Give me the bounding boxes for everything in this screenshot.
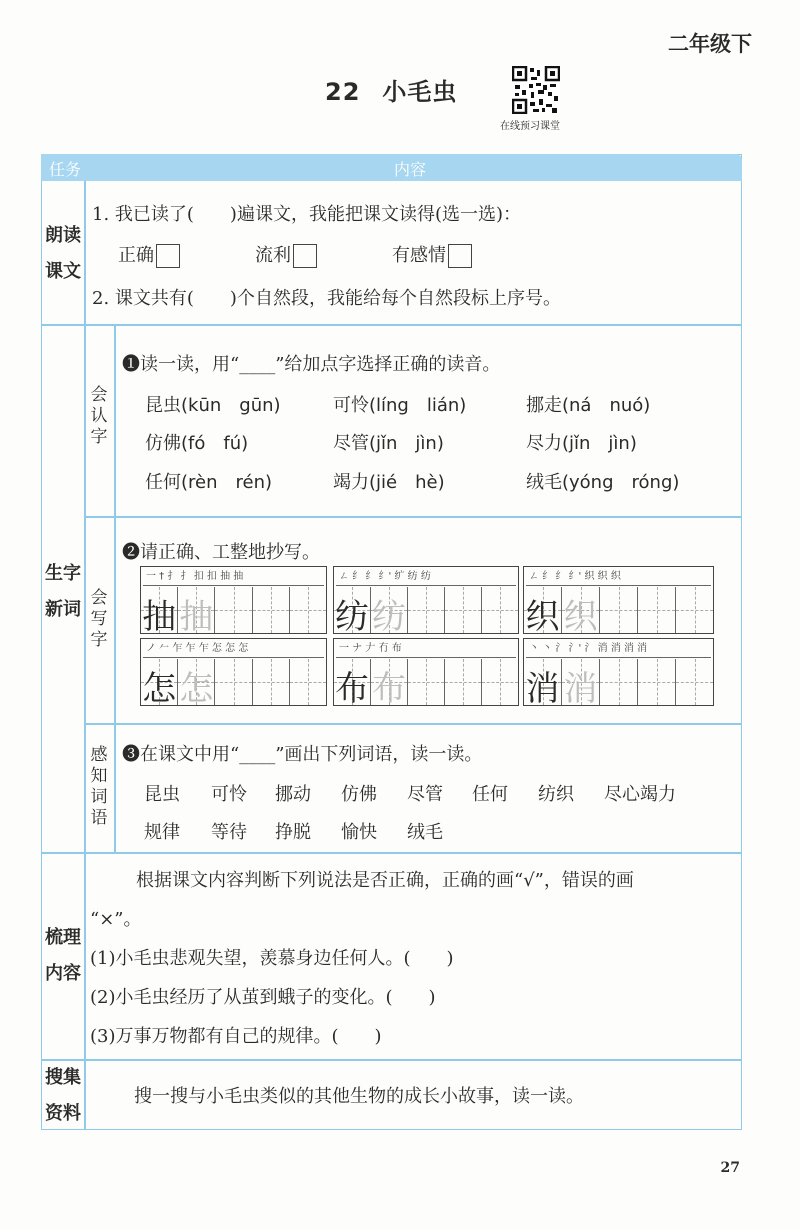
stroke-order: 丶 丶 氵 氵' 氵 消 消 消 消 — [526, 639, 711, 658]
pinyin-item: 昆虫(kūn gūn) — [145, 395, 281, 416]
word-item: 规律 — [144, 822, 180, 843]
writing-cell[interactable] — [141, 659, 178, 709]
trace-char: 怎 — [179, 669, 214, 709]
header-content: 内容 — [394, 160, 427, 179]
trace-char: 纺 — [372, 597, 406, 637]
writing-cell[interactable] — [371, 587, 408, 637]
stroke-order: 一 ナ 𠂇 冇 布 — [336, 639, 516, 658]
read-option-fluent: 流利 — [255, 241, 317, 268]
sub-row-divider — [84, 516, 742, 518]
writing-cell[interactable] — [562, 659, 600, 709]
writing-cell[interactable] — [215, 587, 252, 633]
writing-cell[interactable] — [178, 587, 215, 637]
read-option-expressive: 有感情 — [392, 241, 472, 268]
model-char: 怎 — [142, 669, 177, 709]
task-collect: 搜集 资料 — [45, 1067, 81, 1124]
pinyin-item: 竭力(jié hè) — [333, 472, 445, 493]
word-item: 愉快 — [341, 822, 377, 843]
writing-grid — [333, 566, 519, 637]
sort-item: (3)万事万物都有自己的规律。( ) — [90, 1026, 382, 1047]
word-item: 可怜 — [211, 784, 247, 805]
task-vocab: 生字 新词 — [45, 563, 81, 620]
writing-cell[interactable] — [334, 659, 371, 709]
row-divider — [41, 852, 742, 854]
writing-cell[interactable] — [334, 587, 371, 637]
writing-cell[interactable] — [371, 659, 408, 709]
word-item: 任何 — [472, 784, 508, 805]
writing-cell[interactable] — [524, 587, 562, 637]
stroke-order: ㄥ 纟 纟 纟' 纩 纺 纺 — [336, 567, 516, 586]
writing-cell[interactable] — [638, 587, 676, 633]
label-write: 会 写 字 — [90, 588, 108, 650]
sort-intro-cont: “×”。 — [90, 909, 142, 930]
qr-caption: 在线预习课堂 — [500, 121, 560, 132]
writing-cell[interactable] — [178, 659, 215, 709]
header-task: 任务 — [49, 160, 82, 179]
grade-label: 二年级下 — [668, 32, 752, 56]
sub-column-divider — [114, 324, 116, 852]
writing-cell[interactable] — [141, 587, 178, 637]
trace-char: 消 — [563, 669, 598, 709]
write-instruction: ❷请正确、工整地抄写。 — [122, 542, 320, 563]
writing-cell[interactable] — [253, 659, 290, 705]
writing-cell[interactable] — [445, 659, 482, 705]
sort-intro: 根据课文内容判断下列说法是否正确，正确的画“√”，错误的画 — [136, 870, 634, 891]
read-question-2: 2. 课文共有( )个自然段，我能给每个自然段标上序号。 — [92, 288, 561, 309]
word-item: 挣脱 — [275, 822, 311, 843]
word-item: 纺织 — [538, 784, 574, 805]
writing-cell[interactable] — [290, 587, 326, 633]
row-divider — [41, 1059, 742, 1061]
pinyin-item: 挪走(ná nuó) — [526, 395, 651, 416]
writing-cell[interactable] — [600, 587, 638, 633]
pinyin-item: 尽管(jǐn jìn) — [333, 433, 444, 454]
writing-cell[interactable] — [215, 659, 252, 705]
collect-text: 搜一搜与小毛虫类似的其他生物的成长小故事，读一读。 — [134, 1086, 584, 1107]
row-divider — [41, 324, 742, 326]
writing-cell[interactable] — [676, 587, 713, 633]
table-header — [41, 154, 742, 181]
writing-grid — [523, 566, 714, 637]
task-read: 朗读 课文 — [45, 225, 81, 282]
trace-char: 布 — [372, 669, 406, 709]
writing-cell[interactable] — [408, 659, 445, 705]
stroke-order: ノ 𠂉 乍 乍 乍 怎 怎 怎 — [143, 639, 324, 658]
sub-row-divider — [84, 723, 742, 725]
word-item: 尽心竭力 — [604, 784, 676, 805]
writing-cell[interactable] — [676, 659, 713, 705]
writing-cell[interactable] — [290, 659, 326, 705]
writing-cell[interactable] — [482, 587, 518, 633]
word-item: 绒毛 — [407, 822, 443, 843]
pinyin-item: 仿佛(fó fú) — [145, 433, 249, 454]
trace-char: 抽 — [179, 597, 214, 637]
word-item: 昆虫 — [144, 784, 180, 805]
writing-cell[interactable] — [562, 587, 600, 637]
writing-grid — [333, 638, 519, 709]
lesson-name: 小毛虫 — [382, 78, 458, 106]
label-perceive: 感 知 词 语 — [90, 745, 108, 828]
writing-cell[interactable] — [524, 659, 562, 709]
lesson-title — [325, 72, 457, 107]
page-number: 27 — [720, 1160, 740, 1176]
lesson-number: 22 — [325, 78, 361, 106]
writing-cell[interactable] — [600, 659, 638, 705]
checkbox-expressive[interactable] — [448, 244, 472, 268]
model-char: 织 — [525, 597, 560, 637]
pinyin-item: 尽力(jǐn jìn) — [526, 433, 637, 454]
writing-grid — [523, 638, 714, 709]
writing-cell[interactable] — [638, 659, 676, 705]
model-char: 消 — [525, 669, 560, 709]
model-char: 纺 — [335, 597, 369, 637]
perceive-instruction: ❸在课文中用“____”画出下列词语，读一读。 — [122, 744, 483, 765]
pinyin-item: 任何(rèn rén) — [145, 472, 273, 493]
word-item: 尽管 — [407, 784, 443, 805]
label-recognize: 会 认 字 — [90, 385, 108, 447]
task-sort: 梳理 内容 — [45, 927, 81, 984]
writing-cell[interactable] — [408, 587, 445, 633]
read-question-1: 1. 我已读了( )遍课文，我能把课文读得(选一选)： — [92, 204, 521, 225]
read-option-correct: 正确 — [118, 241, 180, 268]
pinyin-item: 绒毛(yóng róng) — [526, 472, 680, 493]
stroke-order: 一 † 扌 扌 扣 扣 抽 抽 — [143, 567, 324, 586]
model-char: 抽 — [142, 597, 177, 637]
model-char: 布 — [335, 669, 369, 709]
sort-item: (1)小毛虫悲观失望，羡慕身边任何人。( ) — [90, 948, 454, 969]
writing-grid — [140, 638, 327, 709]
word-item: 等待 — [211, 822, 247, 843]
qr-code-icon[interactable] — [512, 66, 560, 114]
writing-cell[interactable] — [482, 659, 518, 705]
writing-grid — [140, 566, 327, 637]
stroke-order: ㄥ 纟 纟 纟' 织 织 织 — [526, 567, 711, 586]
writing-cell[interactable] — [253, 587, 290, 633]
word-item: 仿佛 — [341, 784, 377, 805]
writing-cell[interactable] — [445, 587, 482, 633]
pinyin-item: 可怜(líng lián) — [333, 395, 467, 416]
sort-item: (2)小毛虫经历了从茧到蛾子的变化。( ) — [90, 987, 436, 1008]
checkbox-correct[interactable] — [156, 244, 180, 268]
trace-char: 织 — [563, 597, 598, 637]
recognize-instruction: ❶读一读，用“____”给加点字选择正确的读音。 — [122, 354, 501, 375]
word-item: 挪动 — [275, 784, 311, 805]
checkbox-fluent[interactable] — [293, 244, 317, 268]
